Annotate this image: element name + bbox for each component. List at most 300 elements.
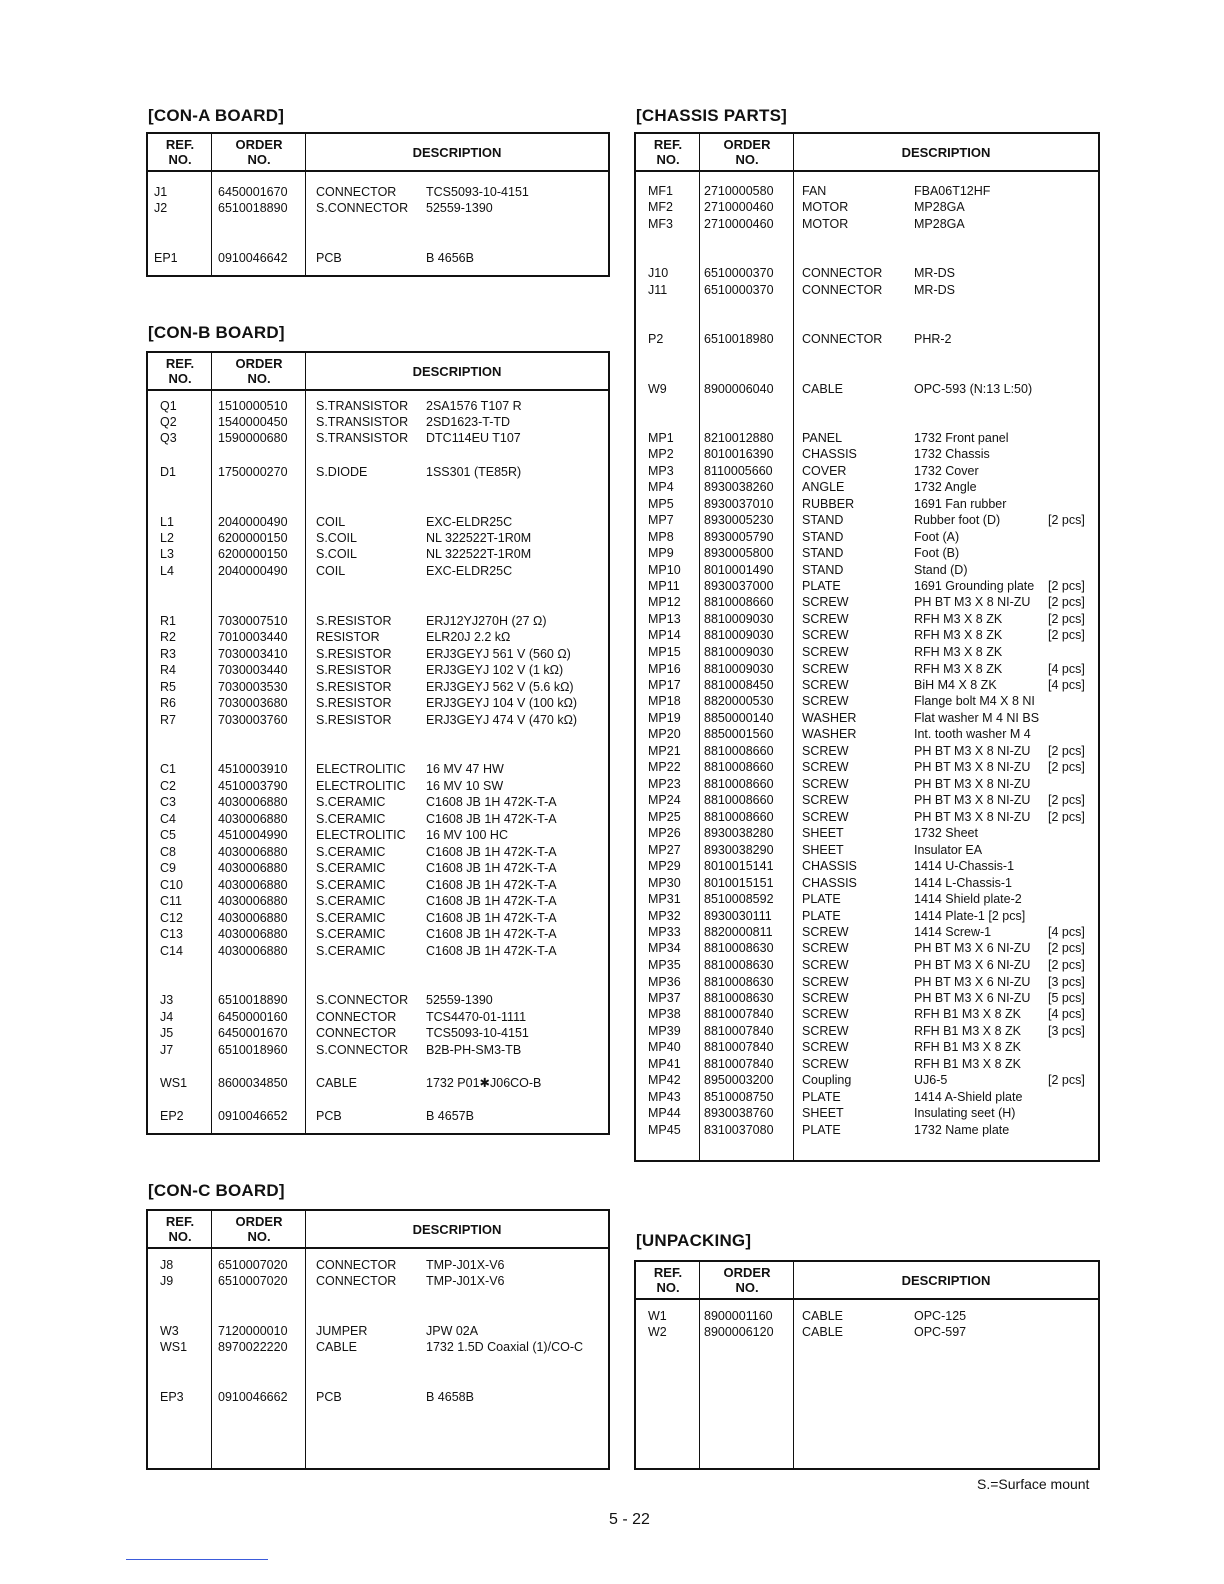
cell-ref: W3 (160, 1324, 179, 1338)
cell-type: SCREW (802, 975, 849, 989)
cell-order: 6510018980 (704, 332, 774, 346)
cell-order: 0910046662 (218, 1390, 288, 1404)
cell-ref: J2 (154, 201, 168, 215)
cell-ref: MP4 (648, 480, 674, 494)
cell-ref: C2 (160, 779, 176, 793)
cell-qty: [2 pcs] (1048, 579, 1085, 593)
cell-type: CONNECTOR (316, 1258, 397, 1272)
cell-ref: Q2 (160, 415, 177, 429)
cell-type: STAND (802, 513, 844, 527)
table-row (148, 1273, 608, 1289)
cell-order: 6510000370 (704, 283, 774, 297)
table-row (148, 1389, 608, 1405)
cell-ref: R4 (160, 663, 176, 677)
cell-desc: C1608 JB 1H 472K-T-A (426, 944, 557, 958)
description-header: DESCRIPTION (412, 145, 502, 160)
table-row (636, 183, 1098, 199)
cell-desc: PH BT M3 X 8 NI-ZU (914, 760, 1031, 774)
ref-header-line2: NO. (656, 152, 680, 167)
cell-ref: EP1 (154, 251, 178, 265)
cell-type: SCREW (802, 628, 849, 642)
cell-type: PLATE (802, 909, 841, 923)
cell-ref: C10 (160, 878, 183, 892)
ref-no-header (636, 1265, 700, 1295)
table-row (636, 792, 1098, 808)
cell-desc: Stand (D) (914, 563, 968, 577)
cell-order: 8010016390 (704, 447, 774, 461)
cell-type: S.TRANSISTOR (316, 415, 409, 429)
cell-desc: B 4656B (426, 251, 474, 265)
cell-order: 8600034850 (218, 1076, 288, 1090)
cell-ref: EP3 (160, 1390, 184, 1404)
table-row (148, 679, 608, 695)
cell-order: 8810007840 (704, 1040, 774, 1054)
cell-ref: MP41 (648, 1057, 681, 1071)
cell-order: 2040000490 (218, 564, 288, 578)
cell-ref: J7 (160, 1043, 174, 1057)
table-row (636, 776, 1098, 792)
cell-type: PLATE (802, 579, 841, 593)
order-header-line2: NO. (735, 1280, 759, 1295)
cell-order: 8810008660 (704, 595, 774, 609)
cell-type: COVER (802, 464, 847, 478)
cell-order: 6510007020 (218, 1258, 288, 1272)
cell-desc: MR-DS (914, 266, 955, 280)
table-row (636, 858, 1098, 874)
cell-order: 8850000140 (704, 711, 774, 725)
table-row (148, 844, 608, 860)
cell-ref: MF2 (648, 200, 673, 214)
cell-desc: ERJ3GEYJ 474 V (470 kΩ) (426, 713, 578, 727)
order-header-line2: NO. (247, 371, 271, 386)
table-row (148, 893, 608, 909)
cell-order: 8810008660 (704, 810, 774, 824)
description-header: DESCRIPTION (412, 1222, 502, 1237)
cell-type: CABLE (316, 1340, 357, 1354)
ref-no-header (636, 137, 700, 167)
cell-desc: PH BT M3 X 8 NI-ZU (914, 810, 1031, 824)
table-row (636, 282, 1098, 298)
cell-ref: MP44 (648, 1106, 681, 1120)
table-row (636, 529, 1098, 545)
table-row (148, 794, 608, 810)
order-header-line1: ORDER (235, 1214, 283, 1229)
cell-desc: RFH M3 X 8 ZK (914, 662, 1003, 676)
cell-desc: Insulating seet (H) (914, 1106, 1016, 1120)
cell-desc: 1SS301 (TE85R) (426, 465, 522, 479)
cell-ref: MP39 (648, 1024, 681, 1038)
cell-order: 8810009030 (704, 612, 774, 626)
table-row (636, 759, 1098, 775)
cell-type: S.CERAMIC (316, 878, 386, 892)
cell-order: 4030006880 (218, 911, 288, 925)
cell-ref: J5 (160, 1026, 174, 1040)
cell-order: 7030003440 (218, 663, 288, 677)
cell-desc: Int. tooth washer M 4 (914, 727, 1031, 741)
cell-order: 4030006880 (218, 878, 288, 892)
cell-desc: C1608 JB 1H 472K-T-A (426, 861, 557, 875)
cell-qty: [2 pcs] (1048, 1073, 1085, 1087)
cell-desc: NL 322522T-1R0M (426, 547, 532, 561)
table-row (148, 1075, 608, 1091)
cell-desc: 1732 Sheet (914, 826, 978, 840)
cell-order: 8930038290 (704, 843, 774, 857)
table-row (148, 563, 608, 579)
cell-type: SCREW (802, 958, 849, 972)
unpacking-table (634, 1260, 1100, 1470)
cell-order: 8820000530 (704, 694, 774, 708)
table-row (636, 562, 1098, 578)
cell-desc: 1732 Name plate (914, 1123, 1010, 1137)
table-row (148, 414, 608, 430)
table-row (148, 464, 608, 480)
cell-type: ELECTROLITIC (316, 828, 406, 842)
table-row (148, 926, 608, 942)
table-row (148, 1009, 608, 1025)
cell-desc: C1608 JB 1H 472K-T-A (426, 894, 557, 908)
ref-header-line1: REF. (165, 137, 195, 152)
cell-order: 8930038280 (704, 826, 774, 840)
cell-desc: 16 MV 10 SW (426, 779, 504, 793)
cell-desc: 1414 U-Chassis-1 (914, 859, 1015, 873)
table-row (636, 216, 1098, 232)
cell-desc: Flange bolt M4 X 8 NI (914, 694, 1035, 708)
cell-desc: 2SA1576 T107 R (426, 399, 522, 413)
table-row (148, 200, 608, 216)
cell-desc: B 4658B (426, 1390, 474, 1404)
table-row (148, 430, 608, 446)
cell-ref: J9 (160, 1274, 174, 1288)
cell-type: S.COIL (316, 547, 357, 561)
table-row (636, 891, 1098, 907)
table-row (636, 1006, 1098, 1022)
cell-order: 6200000150 (218, 531, 288, 545)
cell-type: S.CERAMIC (316, 894, 386, 908)
cell-ref: MP15 (648, 645, 681, 659)
cell-ref: J3 (160, 993, 174, 1007)
table-row (148, 398, 608, 414)
cell-desc: OPC-125 (914, 1309, 967, 1323)
cell-ref: R3 (160, 647, 176, 661)
cell-qty: [2 pcs] (1048, 810, 1085, 824)
ref-no-header (148, 1214, 212, 1244)
cell-desc: Insulator EA (914, 843, 983, 857)
cell-ref: MF3 (648, 217, 673, 231)
con-b-table (146, 351, 610, 1135)
table-row (148, 827, 608, 843)
table-row (636, 644, 1098, 660)
ref-no-header (148, 137, 212, 167)
cell-ref: C11 (160, 894, 183, 908)
order-no-header (212, 137, 306, 167)
cell-type: WASHER (802, 711, 857, 725)
description-header: DESCRIPTION (901, 145, 991, 160)
cell-desc: TMP-J01X-V6 (426, 1274, 505, 1288)
cell-desc: PH BT M3 X 8 NI-ZU (914, 744, 1031, 758)
cell-ref: MP18 (648, 694, 681, 708)
table-row (636, 1039, 1098, 1055)
cell-type: ELECTROLITIC (316, 779, 406, 793)
table-row (636, 726, 1098, 742)
cell-desc: MR-DS (914, 283, 955, 297)
ref-header-line2: NO. (168, 371, 192, 386)
cell-type: SCREW (802, 793, 849, 807)
table-row (148, 860, 608, 876)
table-row (148, 514, 608, 530)
cell-type: CONNECTOR (802, 266, 883, 280)
cell-order: 8950003200 (704, 1073, 774, 1087)
table-row (148, 695, 608, 711)
cell-ref: L4 (160, 564, 174, 578)
cell-type: PLATE (802, 892, 841, 906)
table-row (148, 1042, 608, 1058)
table-row (636, 940, 1098, 956)
cell-ref: C5 (160, 828, 176, 842)
cell-ref: MP42 (648, 1073, 681, 1087)
cell-ref: MP43 (648, 1090, 681, 1104)
cell-order: 8810008450 (704, 678, 774, 692)
cell-ref: Q3 (160, 431, 177, 445)
cell-type: CHASSIS (802, 859, 857, 873)
cell-ref: J8 (160, 1258, 174, 1272)
table-row (636, 661, 1098, 677)
cell-type: CONNECTOR (802, 283, 883, 297)
table-row (636, 1324, 1098, 1340)
description-header: DESCRIPTION (412, 364, 502, 379)
table-row (148, 184, 608, 200)
cell-order: 2710000460 (704, 200, 774, 214)
table-row (148, 712, 608, 728)
cell-desc: ERJ3GEYJ 104 V (100 kΩ) (426, 696, 578, 710)
cell-type: SCREW (802, 595, 849, 609)
cell-desc: TCS4470-01-1111 (426, 1010, 527, 1024)
cell-type: CONNECTOR (802, 332, 883, 346)
cell-order: 6510000370 (704, 266, 774, 280)
cell-type: SCREW (802, 744, 849, 758)
cell-ref: MP23 (648, 777, 681, 791)
cell-desc: TCS5093-10-4151 (426, 1026, 529, 1040)
cell-order: 8820000811 (704, 925, 773, 939)
cell-type: SCREW (802, 678, 849, 692)
cell-ref: C3 (160, 795, 176, 809)
ref-header-line1: REF. (165, 1214, 195, 1229)
cell-type: S.TRANSISTOR (316, 399, 409, 413)
table-row (636, 957, 1098, 973)
cell-desc: Flat washer M 4 NI BS (914, 711, 1040, 725)
cell-ref: C14 (160, 944, 183, 958)
cell-desc: 1732 Chassis (914, 447, 990, 461)
table-row (148, 1257, 608, 1273)
cell-type: PCB (316, 1109, 342, 1123)
cell-ref: MP5 (648, 497, 674, 511)
cell-ref: J1 (154, 185, 168, 199)
cell-ref: P2 (648, 332, 664, 346)
con-a-table (146, 132, 610, 277)
cell-order: 8930037000 (704, 579, 774, 593)
cell-ref: MP45 (648, 1123, 681, 1137)
cell-type: CONNECTOR (316, 1010, 397, 1024)
table-row (636, 265, 1098, 281)
cell-type: SHEET (802, 1106, 844, 1120)
cell-ref: EP2 (160, 1109, 184, 1123)
cell-type: PLATE (802, 1123, 841, 1137)
cell-qty: [3 pcs] (1048, 1024, 1085, 1038)
cell-order: 8930005790 (704, 530, 774, 544)
cell-type: S.RESISTOR (316, 680, 392, 694)
unpacking-title: [UNPACKING] (636, 1231, 752, 1250)
table-row (636, 974, 1098, 990)
cell-type: SCREW (802, 1007, 849, 1021)
cell-ref: R2 (160, 630, 176, 644)
cell-order: 6510018960 (218, 1043, 288, 1057)
cell-order: 7120000010 (218, 1324, 288, 1338)
cell-order: 8930030111 (704, 909, 772, 923)
cell-desc: RFH B1 M3 X 8 ZK (914, 1007, 1021, 1021)
order-no-header (212, 356, 306, 386)
cell-order: 8810007840 (704, 1024, 774, 1038)
cell-type: S.CERAMIC (316, 812, 386, 826)
table-row (148, 662, 608, 678)
cell-type: SCREW (802, 941, 849, 955)
cell-order: 2710000580 (704, 184, 774, 198)
table-row (148, 943, 608, 959)
cell-ref: MP11 (648, 579, 680, 593)
ref-header-line1: REF. (653, 137, 683, 152)
table-row (148, 910, 608, 926)
cell-type: CABLE (802, 382, 843, 396)
cell-type: SCREW (802, 1024, 849, 1038)
cell-desc: RFH M3 X 8 ZK (914, 645, 1003, 659)
cell-desc: DTC114EU T107 (426, 431, 521, 445)
cell-type: ELECTROLITIC (316, 762, 406, 776)
cell-order: 8310037080 (704, 1123, 774, 1137)
cell-desc: TMP-J01X-V6 (426, 1258, 505, 1272)
cell-desc: C1608 JB 1H 472K-T-A (426, 812, 557, 826)
cell-ref: R5 (160, 680, 176, 694)
page-number: 5 - 22 (609, 1511, 650, 1528)
cell-order: 8930038260 (704, 480, 774, 494)
cell-desc: NL 322522T-1R0M (426, 531, 532, 545)
cell-desc: RFH B1 M3 X 8 ZK (914, 1057, 1021, 1071)
cell-ref: C4 (160, 812, 176, 826)
cell-ref: MP10 (648, 563, 681, 577)
cell-desc: ERJ3GEYJ 102 V (1 kΩ) (426, 663, 564, 677)
cell-ref: MP32 (648, 909, 681, 923)
cell-type: S.CONNECTOR (316, 993, 409, 1007)
chassis-table (634, 132, 1100, 1162)
cell-desc: C1608 JB 1H 472K-T-A (426, 795, 557, 809)
cell-order: 8930005230 (704, 513, 774, 527)
table-row (636, 627, 1098, 643)
cell-desc: 1691 Grounding plate (914, 579, 1035, 593)
table-row (636, 1308, 1098, 1324)
cell-desc: OPC-597 (914, 1325, 967, 1339)
cell-type: S.TRANSISTOR (316, 431, 409, 445)
cell-desc: ERJ3GEYJ 561 V (560 Ω) (426, 647, 571, 661)
table-row (636, 1089, 1098, 1105)
cell-order: 1750000270 (218, 465, 288, 479)
con-c-title: [CON-C BOARD] (148, 1181, 285, 1200)
cell-type: SCREW (802, 694, 849, 708)
cell-type: PCB (316, 1390, 342, 1404)
cell-ref: MP29 (648, 859, 681, 873)
cell-type: SCREW (802, 777, 849, 791)
cell-desc: 1414 Shield plate-2 (914, 892, 1022, 906)
cell-order: 7030003530 (218, 680, 288, 694)
cell-type: COIL (316, 515, 346, 529)
cell-desc: Foot (A) (914, 530, 960, 544)
cell-type: SHEET (802, 826, 844, 840)
table-row (636, 1105, 1098, 1121)
cell-type: SCREW (802, 645, 849, 659)
cell-ref: MP30 (648, 876, 681, 890)
cell-order: 8930038760 (704, 1106, 774, 1120)
cell-qty: [2 pcs] (1048, 941, 1085, 955)
cell-order: 8010015151 (704, 876, 774, 890)
cell-ref: R7 (160, 713, 176, 727)
cell-ref: MP1 (648, 431, 674, 445)
cell-type: WASHER (802, 727, 857, 741)
order-header-line2: NO. (735, 152, 759, 167)
table-row (636, 479, 1098, 495)
cell-type: SCREW (802, 1057, 849, 1071)
cell-desc: TCS5093-10-4151 (426, 185, 529, 199)
cell-type: S.RESISTOR (316, 696, 392, 710)
table-row (636, 496, 1098, 512)
cell-ref: MP13 (648, 612, 681, 626)
cell-order: 8930005800 (704, 546, 774, 560)
cell-qty: [4 pcs] (1048, 662, 1085, 676)
cell-desc: 1732 1.5D Coaxial (1)/CO-C (426, 1340, 584, 1354)
cell-type: CABLE (316, 1076, 357, 1090)
cell-desc: RFH B1 M3 X 8 ZK (914, 1040, 1021, 1054)
cell-desc: 1732 Cover (914, 464, 979, 478)
order-header-line1: ORDER (235, 356, 283, 371)
cell-type: S.CERAMIC (316, 911, 386, 925)
cell-order: 8810009030 (704, 628, 774, 642)
cell-type: S.RESISTOR (316, 647, 392, 661)
cell-qty: [4 pcs] (1048, 678, 1085, 692)
cell-type: S.DIODE (316, 465, 368, 479)
cell-desc: MP28GA (914, 217, 965, 231)
cell-qty: [2 pcs] (1048, 513, 1085, 527)
cell-order: 8900006120 (704, 1325, 774, 1339)
order-header-line1: ORDER (723, 137, 771, 152)
cell-desc: C1608 JB 1H 472K-T-A (426, 845, 557, 859)
ref-header-line1: REF. (653, 1265, 683, 1280)
cell-order: 8010015141 (704, 859, 774, 873)
table-row (636, 842, 1098, 858)
cell-order: 8810008660 (704, 793, 774, 807)
cell-ref: MP7 (648, 513, 674, 527)
table-row (148, 778, 608, 794)
table-row (636, 809, 1098, 825)
table-row (636, 381, 1098, 397)
cell-order: 8510008592 (704, 892, 774, 906)
cell-ref: MP17 (648, 678, 681, 692)
table-row (148, 761, 608, 777)
cell-type: JUMPER (316, 1324, 368, 1338)
cell-desc: PH BT M3 X 8 NI-ZU (914, 777, 1031, 791)
table-row (148, 1108, 608, 1124)
cell-order: 8510008750 (704, 1090, 774, 1104)
cell-ref: MP35 (648, 958, 681, 972)
table-row (636, 1072, 1098, 1088)
cell-ref: MP27 (648, 843, 681, 857)
cell-desc: C1608 JB 1H 472K-T-A (426, 911, 557, 925)
cell-ref: C12 (160, 911, 183, 925)
cell-desc: PH BT M3 X 6 NI-ZU (914, 941, 1031, 955)
